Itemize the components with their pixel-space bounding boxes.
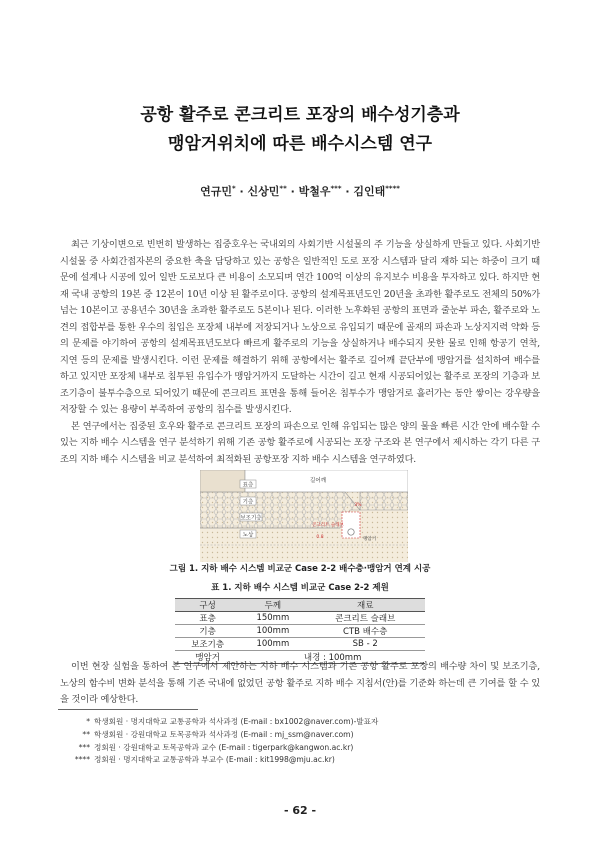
author-mark: ** — [279, 184, 287, 193]
cross-section-diagram — [200, 470, 408, 562]
label-surface: 표층 — [242, 482, 254, 489]
table-row — [175, 638, 425, 651]
footnotes — [68, 716, 378, 767]
author-separator: · — [290, 185, 295, 198]
footnote — [68, 742, 378, 755]
table-cell: 내경 : 100mm — [240, 651, 425, 664]
label-drain: 맹암거 — [363, 537, 377, 542]
paper-title-line1: 공항 활주로 콘크리트 포장의 배수성기층과 — [140, 105, 460, 125]
table-cell: 보조기층 — [175, 638, 240, 651]
author-name: 신상민 — [247, 185, 280, 198]
table-header-cell: 두께 — [240, 599, 305, 612]
author-name: 김인태 — [353, 185, 386, 198]
spec-table — [175, 598, 425, 664]
footnote-mark: * — [86, 717, 90, 726]
author-separator: · — [239, 185, 244, 198]
label-dimension: 0.8 — [316, 535, 324, 540]
footnote-text: 정회원 · 강원대학교 토목공학과 교수 (E-mail : tigerpark@kangwon.ac.kr) — [94, 742, 354, 752]
footnote-mark: ** — [82, 729, 90, 739]
table-header-row — [175, 599, 425, 612]
label-slab-note: 콘크리트 슬래브 — [312, 523, 344, 528]
table-cell: 100mm — [240, 638, 305, 651]
label-base: 기층 — [242, 499, 254, 506]
figure-caption: 그림 1. 지하 배수 시스템 비교군 Case 2-2 배수층·맹암거 연계 시공 — [169, 564, 431, 574]
body-text-intro — [60, 237, 540, 468]
author-name: 연규민 — [200, 185, 232, 198]
table-caption: 표 1. 지하 배수 시스템 비교군 Case 2-2 제원 — [211, 583, 389, 593]
label-shoulder: 길어깨 — [310, 478, 326, 484]
table-cell: 150mm — [240, 612, 305, 625]
author-list — [0, 183, 600, 199]
author-mark: **** — [385, 184, 400, 193]
table-cell: CTB 배수층 — [305, 625, 425, 638]
footnote-mark: *** — [78, 742, 90, 752]
table-cell: SB - 2 — [305, 638, 425, 651]
paper-title-line2: 맹암거위치에 따른 배수시스템 연구 — [167, 134, 433, 154]
table-header-cell: 구성 — [175, 599, 240, 612]
table-header-cell: 재료 — [305, 599, 425, 612]
footnote-mark: **** — [74, 755, 90, 765]
footnote-text: 학생회원 · 명지대학교 교통공학과 석사과정 (E-mail : bx1002@naver.com)-발표자 — [94, 717, 379, 726]
paragraph: 이번 현장 실험을 통하여 본 연구에서 제안하는 지하 배수 시스템과 기존 공항 활주로 포장의 배수량 차이 및 보조기층, 노상의 함수비 변화 분석을 통해 기존 국내에 없었던 공항 활주로 지하 배수 지침서(안)를 기준화 하는데 큰 기여를 할 수 있을 것이라 예상한다. — [60, 661, 540, 705]
table-cell: 맹암거 — [175, 651, 240, 664]
table-cell: 기층 — [175, 625, 240, 638]
label-subgrade: 노상 — [242, 532, 254, 539]
footnote — [68, 716, 378, 729]
label-subbase: 보조기층 — [240, 515, 262, 522]
footnote — [68, 754, 378, 767]
figure-cross-section — [200, 470, 408, 562]
footnote-text: 학생회원 · 강원대학교 토목공학과 석사과정 (E-mail : mj_ssm@naver.com) — [94, 729, 354, 739]
footnote-divider — [58, 709, 198, 710]
body-text-conclusion — [60, 659, 540, 709]
author-mark: *** — [330, 184, 342, 193]
author-separator: · — [345, 185, 350, 198]
page-number: - 62 - — [283, 804, 317, 817]
footnote — [68, 729, 378, 742]
author-mark: * — [231, 184, 236, 193]
table-cell: 표층 — [175, 612, 240, 625]
label-slope: 3% — [354, 503, 362, 508]
table-row — [175, 612, 425, 625]
table-cell: 콘크리트 슬래브 — [305, 612, 425, 625]
footnote-text: 정회원 · 명지대학교 교통공학과 부교수 (E-mail : kit1998@mju.ac.kr) — [94, 755, 335, 765]
table-row — [175, 625, 425, 638]
author-name: 박철우 — [298, 185, 331, 198]
paragraph: 본 연구에서는 집중된 호우와 활주로 콘크리트 포장의 파손으로 인해 유입되는 많은 양의 물을 빠른 시간 안에 배수할 수 있는 지하 배수 시스템을 연구 분석하기 위해 기존 공항 활주로에 시공되는 포장 구조와 본 연구에서 제시하는 각기 다른 구조의 지하 배수 시스템을 비교 분석하여 최적화된 공항포장 지하 배수 시스템을 연구하였다. — [60, 420, 540, 465]
table-cell: 100mm — [240, 625, 305, 638]
paragraph: 최근 기상이변으로 빈번히 발생하는 집중호우는 국내외의 사회기반 시설물의 주 기능을 상실하게 만들고 있다. 사회기반 시설물 중 사회간접자본의 중요한 축을 담당하고 있는 공항은 일반적인 도로 포장 시스템과 달리 재하 되는 하중이 크기 때문에 설계나 시공에 있어 일반 도로보다 큰 비용이 소모되며 연간 100억 이상의 유지보수 비용을 투자하고 있다. 하지만 현재 국내 공항의 19본 중 12본이 10년 이상 된 활주로이다. 공항의 설계목표년도인 20년을 초과한 활주로도 전체의 50%가 넘는 10본이고 공용년수 30년을 초과한 활주로도 5본이나 된다. 이러한 노후화된 공항의 표면과 줄눈부 파손, 활주로와 노견의 접합부를 통한 우수의 침입은 포장체 내부에 저장되거나 노상으로 유입되기 때문에 골재의 파손과 노상지지력 약화 등의 문제를 야기하여 공항의 설계목표년도보다 빠르게 활주로의 기능을 상실하거나 배수되지 못한 물로 인해 항공기 연착, 지연 등의 문제를 발생시킨다. 이런 문제를 해결하기 위해 공항에서는 활주로 길어깨 끝단부에 맹암거를 설치하여 배수를 하고 있지만 포장체 내부로 침투된 유입수가 맹암거까지 도달하는 시간이 길고 현재 시공되어있는 활주로 포장의 기층과 보조기층이 불투수층으로 되어있기 때문에 콘크리트 표면을 통해 들어온 침투수가 맹암거로 흘러가는 동안 쌓이는 강우량을 저장할 수 있는 용량이 부족하여 공항의 침수를 발생시킨다. — [60, 239, 540, 415]
